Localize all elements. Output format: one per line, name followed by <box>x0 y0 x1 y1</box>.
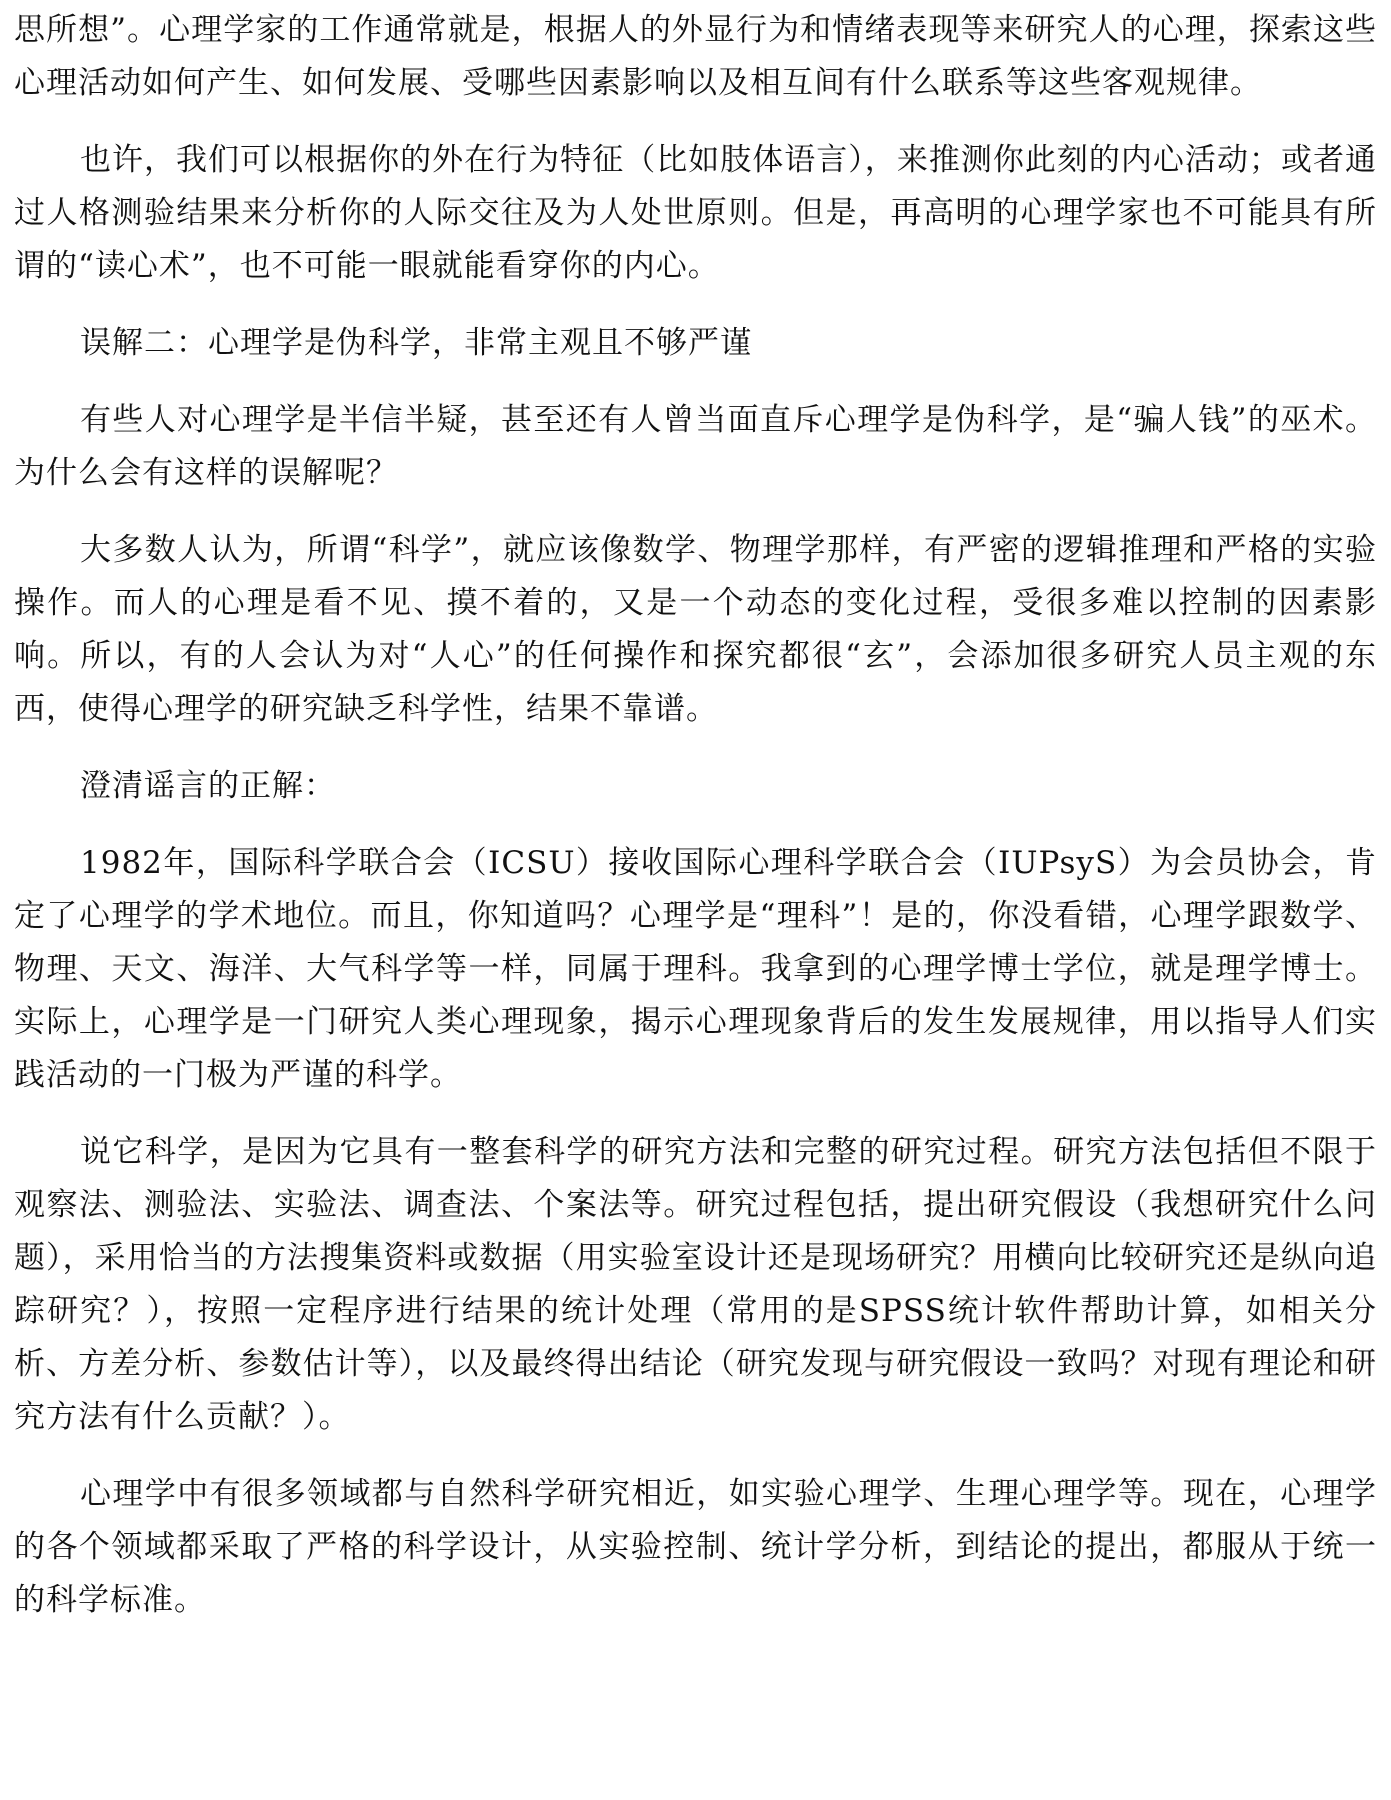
misconception-two-heading: 误解二：心理学是伪科学，非常主观且不够严谨 <box>80 325 752 361</box>
paragraph-research-methods: 说它科学，是因为它具有一整套科学的研究方法和完整的研究过程。研究方法包括但不限于观察法、测验法、实验法、调查法、个案法等。研究过程包括，提出研究假设（我想研究什么问题），采用恰当的方法搜集资料或数据（用实验室设计还是现场研究？用横向比较研究还是纵向追踪研究？），按照一定程序进行结果的统计处理（常用的是SPSS统计软件帮助计算，如相关分析、方差分析、参数估计等），以及最终得出结论（研究发现与研究假设一致吗？对现有理论和研究方法有什么贡献？）。 <box>14 1134 1377 1435</box>
paragraph-reading-behavior: 也许，我们可以根据你的外在行为特征（比如肢体语言），来推测你此刻的内心活动；或者通过人格测验结果来分析你的人际交往及为人处世原则。但是，再高明的心理学家也不可能具有所谓的“读心术”，也不可能一眼就能看穿你的内心。 <box>14 142 1377 284</box>
paragraph-science-definition: 大多数人认为，所谓“科学”，就应该像数学、物理学那样，有严密的逻辑推理和严格的实验操作。而人的心理是看不见、摸不着的，又是一个动态的变化过程，受很多难以控制的因素影响。所以，有的人会认为对“人心”的任何操作和探究都很“玄”，会添加很多研究人员主观的东西，使得心理学的研究缺乏科学性，结果不靠谱。 <box>14 532 1377 727</box>
paragraph-icsu-1982: 1982年，国际科学联合会（ICSU）接收国际心理科学联合会（IUPsyS）为会员协会，肯定了心理学的学术地位。而且，你知道吗？心理学是“理科”！是的，你没看错，心理学跟数学、物理、天文、海洋、大气科学等一样，同属于理科。我拿到的心理学博士学位，就是理学博士。实际上，心理学是一门研究人类心理现象，揭示心理现象背后的发生发展规律，用以指导人们实践活动的一门极为严谨的科学。 <box>14 845 1377 1093</box>
paragraph-intro-continuation: 思所想”。心理学家的工作通常就是，根据人的外显行为和情绪表现等来研究人的心理，探索这些心理活动如何产生、如何发展、受哪些因素影响以及相互间有什么联系等这些客观规律。 <box>14 12 1377 101</box>
clarification-heading: 澄清谣言的正解： <box>80 768 336 804</box>
paragraph-natural-science-fields: 心理学中有很多领域都与自然科学研究相近，如实验心理学、生理心理学等。现在，心理学的各个领域都采取了严格的科学设计，从实验控制、统计学分析，到结论的提出，都服从于统一的科学标准。 <box>14 1476 1377 1618</box>
paragraph-pseudoscience-doubt: 有些人对心理学是半信半疑，甚至还有人曾当面直斥心理学是伪科学，是“骗人钱”的巫术。为什么会有这样的误解呢？ <box>14 402 1377 491</box>
